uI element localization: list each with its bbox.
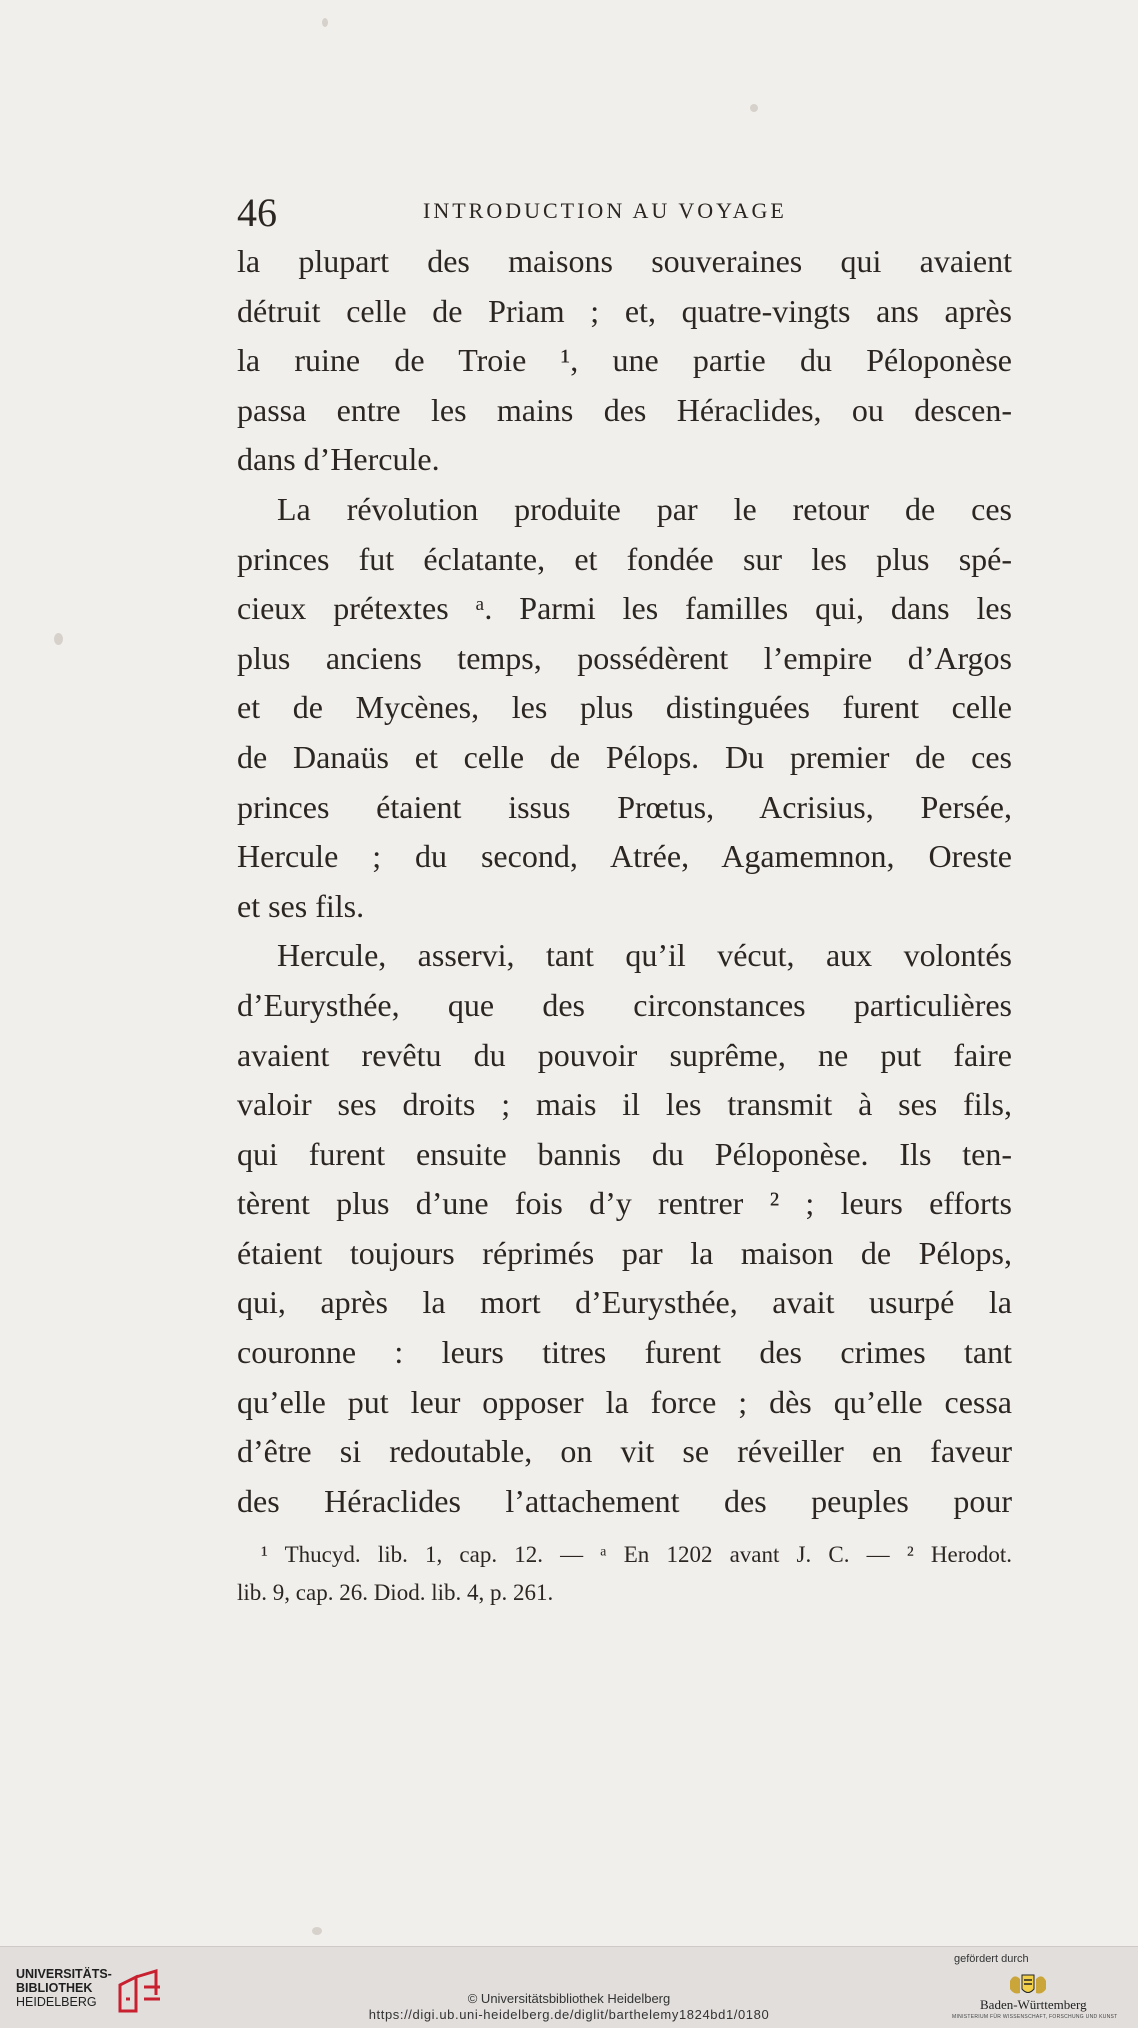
viewer-footer bbox=[0, 1946, 1138, 2028]
running-head bbox=[237, 188, 1012, 238]
funded-by-label: gefördert durch bbox=[954, 1953, 1029, 1965]
paper-speck bbox=[750, 104, 758, 112]
text-line: la plupart des maisons souveraines qui avaient bbox=[237, 243, 1012, 279]
text-line: d’Eurysthée, que des circonstances particulières bbox=[237, 986, 1012, 1023]
text-line: la ruine de Troie ¹, une partie du Péloponèse bbox=[237, 342, 1012, 379]
paper-speck bbox=[322, 18, 328, 27]
text-line: avaient revêtu du pouvoir suprême, ne put faire bbox=[237, 1036, 1012, 1073]
text-line: des Héraclides l’attachement des peuples pour bbox=[237, 1482, 1012, 1519]
text-line: princes étaient issus Prœtus, Acrisius, Persée, bbox=[237, 788, 1012, 825]
text-line: et ses fils. bbox=[237, 887, 365, 924]
paper-speck bbox=[312, 1927, 322, 1935]
text-line: de Danaüs et celle de Pélops. Du premier de ces bbox=[237, 738, 1012, 775]
text-line: La révolution produite par le retour de ces bbox=[277, 490, 1012, 527]
funder-name: Baden-Württemberg bbox=[980, 1997, 1087, 2012]
library-name-line: HEIDELBERG bbox=[16, 1995, 97, 2009]
text-line: qui, après la mort d’Eurysthée, avait usurpé la bbox=[237, 1284, 1012, 1321]
text-line: et de Mycènes, les plus distinguées furent celle bbox=[237, 689, 1012, 726]
permalink[interactable]: https://digi.ub.uni-heidelberg.de/diglit/barthelemy1824bd1/0180 bbox=[368, 2007, 770, 2022]
text-line: qu’elle put leur opposer la force ; dès qu’elle cessa bbox=[237, 1383, 1012, 1420]
text-line: tèrent plus d’une fois d’y rentrer ² ; leurs efforts bbox=[237, 1185, 1012, 1222]
text-line: passa entre les mains des Héraclides, ou descen- bbox=[237, 391, 1012, 428]
text-line: couronne : leurs titres furent des crimes tant bbox=[237, 1334, 1012, 1371]
copyright-notice: © Universitätsbibliothek Heidelberg bbox=[467, 1991, 671, 2006]
text-line: qui furent ensuite bannis du Péloponèse. Ils ten- bbox=[237, 1135, 1012, 1172]
footnote-line: lib. 9, cap. 26. Diod. lib. 4, p. 261. bbox=[237, 1580, 554, 1605]
library-name-line: BIBLIOTHEK bbox=[16, 1981, 93, 1995]
text-line: d’être si redoutable, on vit se réveiller en faveur bbox=[237, 1433, 1012, 1470]
text-line: cieux prétextes ᵃ. Parmi les familles qui, dans les bbox=[237, 590, 1012, 627]
text-line: valoir ses droits ; mais il les transmit à ses fils, bbox=[237, 1086, 1012, 1123]
text-line: détruit celle de Priam ; et, quatre-vingts ans après bbox=[237, 292, 1012, 329]
funder-ministry: MINISTERIUM FÜR WISSENSCHAFT, FORSCHUNG UND KUNST bbox=[952, 2014, 1118, 2020]
text-line: plus anciens temps, possédèrent l’empire d’Argos bbox=[237, 639, 1012, 676]
text-line: étaient toujours réprimés par la maison de Pélops, bbox=[237, 1234, 1012, 1271]
text-line: dans d’Hercule. bbox=[237, 441, 440, 478]
running-title: INTRODUCTION AU VOYAGE bbox=[423, 198, 787, 223]
page-number: 46 bbox=[237, 190, 277, 235]
text-line: Hercule, asservi, tant qu’il vécut, aux volontés bbox=[277, 937, 1012, 974]
footnote-line: ¹ Thucyd. lib. 1, cap. 12. — ᵃ En 1202 avant J. C. — ² Herodot. bbox=[261, 1542, 1012, 1567]
funder-logo[interactable] bbox=[940, 1953, 1130, 2025]
coat-of-arms-icon bbox=[1006, 1971, 1050, 1997]
text-line: princes fut éclatante, et fondée sur les plus spé- bbox=[237, 540, 1012, 577]
text-line: Hercule ; du second, Atrée, Agamemnon, Oreste bbox=[237, 838, 1012, 875]
body-text bbox=[237, 237, 1012, 1526]
library-name-line: UNIVERSITÄTS- bbox=[16, 1967, 112, 1981]
paper-speck bbox=[54, 633, 63, 645]
footnotes bbox=[237, 1536, 1012, 1612]
